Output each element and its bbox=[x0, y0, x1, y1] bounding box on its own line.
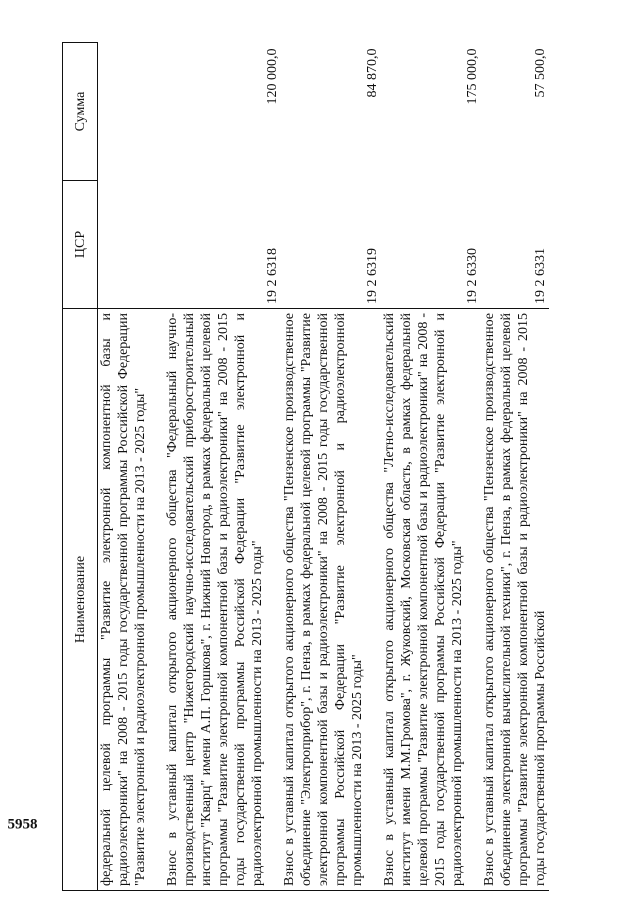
row-name-cell bbox=[281, 309, 381, 891]
table-row bbox=[381, 43, 481, 891]
row-code: 19 2 6331 bbox=[533, 248, 548, 304]
budget-table bbox=[62, 42, 549, 891]
row-name-cell bbox=[164, 309, 281, 891]
row-amount: 120 000,0 bbox=[265, 48, 280, 105]
row-name-cell bbox=[381, 309, 481, 891]
header-amount: Сумма bbox=[63, 43, 98, 181]
row-name-cell bbox=[98, 309, 165, 891]
table-row bbox=[164, 43, 281, 891]
row-amount: 84 870,0 bbox=[365, 48, 380, 98]
row-name: Взнос в уставный капитал открытого акционерного общества "Пензенское производственное объединение "Электроприбор", г. Пенза, в рамках федеральной целевой программы "Развитие электронной компонентной базы и радиоэлектроники" на 2008 - 2015 годы государственной программы Российской Федерации "Развитие электронной и радиоэлектронной промышленности на 2013 - 2025 годы" bbox=[282, 313, 365, 886]
header-code: ЦСР bbox=[63, 181, 98, 309]
row-code: 19 2 6330 bbox=[465, 248, 480, 304]
row-code: 19 2 6318 bbox=[265, 248, 280, 304]
row-name: Взнос в уставный капитал открытого акционерного общества "Пензенское производственное объединение электронной вычислительной техники", г. Пенза, в рамках федеральной целевой программы "Развитие электронной компонентной базы и радиоэлектроники" на 2008 - 2015 годы государственной программы Российской bbox=[482, 313, 548, 886]
row-amount: 57 500,0 bbox=[533, 48, 548, 98]
row-name: федеральной целевой программы "Развитие электронной компонентной базы и радиоэлектроники" на 2008 - 2015 годы государственной программы Российской Федерации "Развитие электронной и радиоэлектронной промышленности на 2013 - 2025 годы" bbox=[99, 313, 148, 886]
row-name-cell bbox=[481, 309, 549, 891]
table-header-row bbox=[63, 43, 98, 891]
table-row bbox=[481, 43, 549, 891]
row-name: Взнос в уставный капитал открытого акционерного общества "Федеральный научно-производственный центр "Нижегородский научно-исследовательский приборостроительный институт "Кварц" имени А.П. Горшкова", г. Нижний Новгород, в рамках федеральной целевой программы "Развитие электронной компонентной базы и радиоэлектроники" на 2008 - 2015 годы государственной программы Российской Федерации "Развитие электронной и радиоэлектронной промышленности на 2013 - 2025 годы" bbox=[165, 313, 265, 886]
page-number: 5958 bbox=[7, 816, 38, 833]
row-amount: 175 000,0 bbox=[465, 48, 480, 105]
table-row bbox=[98, 43, 165, 891]
row-code: 19 2 6319 bbox=[365, 248, 380, 304]
header-name: Наименование bbox=[63, 309, 98, 891]
table-row bbox=[281, 43, 381, 891]
row-name: Взнос в уставный капитал открытого акционерного общества "Летно-исследовательский институт имени М.М.Громова", г. Жуковский, Московская область, в рамках федеральной целевой программы "Развитие электронной компонентной базы и радиоэлектроники" на 2008 - 2015 годы государственной программы Российской Федерации "Развитие электронной и радиоэлектронной промышленности на 2013 - 2025 годы" bbox=[382, 313, 465, 886]
row-amount bbox=[98, 43, 165, 181]
row-code bbox=[98, 181, 165, 309]
